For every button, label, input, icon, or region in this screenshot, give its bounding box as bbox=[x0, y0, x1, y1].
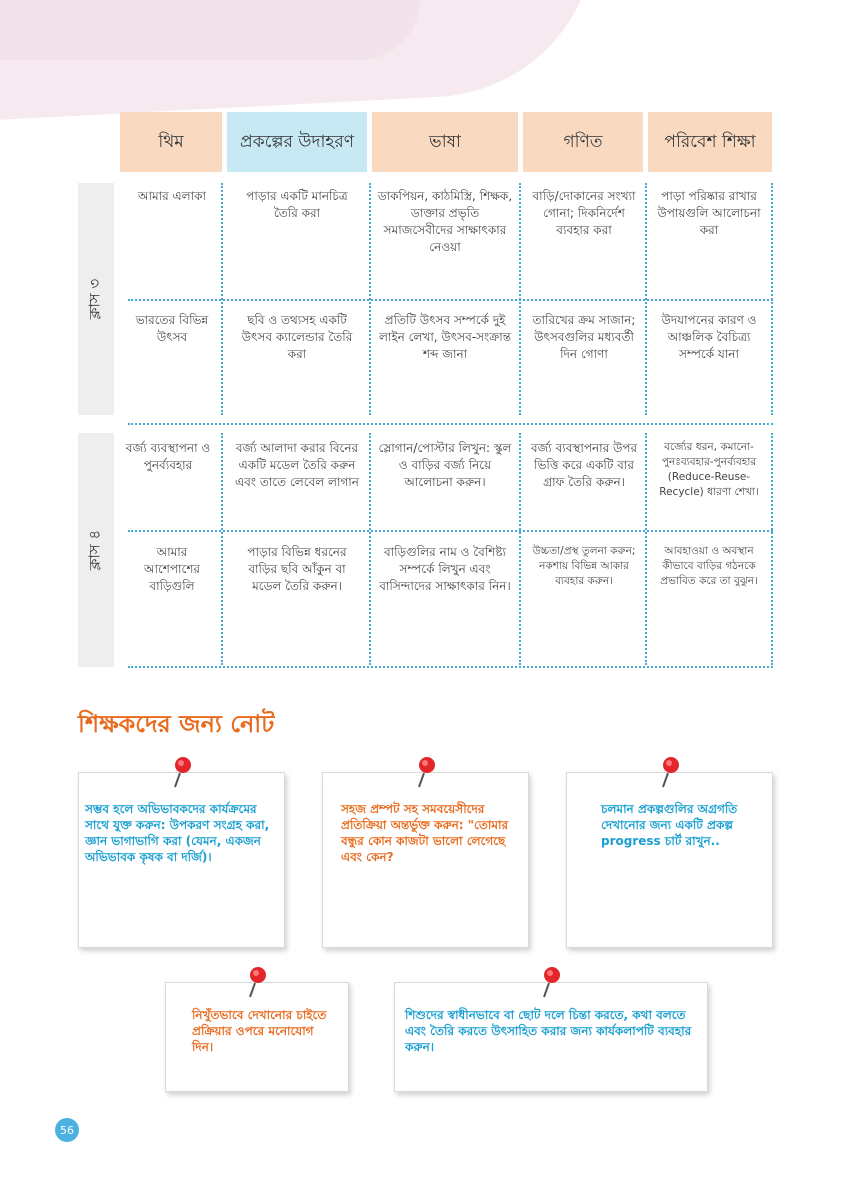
divider bbox=[519, 433, 521, 665]
table-cell: ছবি ও তথ্যসহ একটি উৎসব ক্যালেন্ডার তৈরি করা bbox=[241, 313, 353, 361]
divider bbox=[771, 433, 773, 665]
page-number: 56 bbox=[55, 1118, 79, 1142]
header-env: পরিবেশ শিক্ষা bbox=[648, 112, 772, 172]
header-theme: থিম bbox=[120, 112, 222, 172]
row-divider bbox=[128, 299, 773, 301]
divider bbox=[645, 433, 647, 665]
table-cell: বর্জ্যের ধরন, কমানো-পুনঃব্যবহার-পুনর্ব্যবহার (Reduce-Reuse-Recycle) ধারণা শেখা। bbox=[659, 441, 759, 498]
table-cell: বর্জ্য আলাদা করার বিনের একটি মডেল তৈরি করুন এবং তাতে লেবেল লাগান bbox=[235, 441, 359, 489]
table-cell: ভারতের বিভিন্ন উৎসব bbox=[135, 313, 209, 344]
pushpin-icon bbox=[540, 965, 562, 999]
table-cell: আবহাওয়া ও অবস্থান কীভাবে বাড়ির গঠনকে প্রভাবিত করে তা বুঝুন। bbox=[660, 545, 758, 587]
table-cell: প্রতিটি উৎসব সম্পর্কে দুই লাইন লেখা, উৎসব-সংক্রান্ত শব্দ জানা bbox=[378, 313, 511, 361]
table-cell: ডাকপিয়ন, কাঠমিস্ত্রি, শিক্ষক, ডাক্তার প্রভৃতি সমাজসেবীদের সাক্ষাৎকার নেওয়া bbox=[377, 189, 513, 254]
header-math: গণিত bbox=[523, 112, 643, 172]
table-cell: আমার এলাকা bbox=[138, 189, 206, 203]
notes-title: শিক্ষকদের জন্য নোট bbox=[78, 710, 275, 738]
note-text: সহজ প্রম্পট সহ সমবয়েসীদের প্রতিক্রিয়া অন্তর্ভুক্ত করুন: "তোমার বন্ধুর কোন কাজটা ভালো লেগেছে এবং কেন? bbox=[341, 802, 509, 864]
table-cell: বর্জ্য ব্যবস্থাপনার উপর ভিত্তি করে একটি বার গ্রাফ তৈরি করুন। bbox=[530, 441, 638, 489]
note-text: সম্ভব হলে অভিভাবকদের কার্যক্রমের সাথে যুক্ত করুন: উপকরণ সংগ্রহ করা, জ্ঞান ভাগাভাগি করা (যেমন, একজন অভিভাবক কৃষক বা দর্জি)। bbox=[85, 802, 270, 864]
table-cell: উচ্চতা/প্রস্থ তুলনা করুন; নকশায় বিভিন্ন আকার ব্যবহার করুন। bbox=[532, 545, 636, 587]
divider bbox=[221, 433, 223, 665]
note-card bbox=[566, 772, 773, 948]
class4-side-label: ক্লাস ৪ bbox=[78, 433, 114, 667]
note-card bbox=[394, 982, 708, 1092]
note-card bbox=[165, 982, 349, 1092]
table-cell: বাড়িগুলির নাম ও বৈশিষ্ট্য সম্পর্কে লিখুন এবং বাসিন্দাদের সাক্ষাৎকার নিন। bbox=[379, 545, 511, 593]
pushpin-icon bbox=[659, 755, 681, 789]
class3-side-label: ক্লাস ৩ bbox=[78, 183, 114, 415]
table-cell: তারিখের ক্রম সাজান; উৎসবগুলির মধ্যবর্তী দিন গোণা bbox=[532, 313, 636, 361]
row-divider bbox=[128, 423, 773, 425]
header-decoration-2 bbox=[0, 0, 420, 60]
table-cell: আমার আশেপাশের বাড়িগুলি bbox=[143, 545, 201, 593]
table-cell: স্লোগান/পোস্টার লিখুন: স্কুল ও বাড়ির বর্জ্য নিয়ে আলোচনা করুন। bbox=[378, 441, 512, 489]
row-divider bbox=[128, 666, 773, 668]
table-cell: উদযাপনের কারণ ও আঞ্চলিক বৈচিত্র্য সম্পর্কে যানা bbox=[661, 313, 757, 361]
table-cell: পাড়া পরিষ্কার রাখার উপায়গুলি আলোচনা করা bbox=[657, 189, 761, 237]
note-text: নিখুঁতভাবে দেখানোর চাইতে প্রক্রিয়ার ওপরে মনোযোগ দিন। bbox=[192, 1008, 327, 1054]
header-language: ভাষা bbox=[372, 112, 518, 172]
table-cell: বর্জ্য ব্যবস্থাপনা ও পুনর্ব্যবহার bbox=[125, 441, 211, 472]
table-cell: পাড়ার বিভিন্ন ধরনের বাড়ির ছবি আঁকুন বা মডেল তৈরি করুন। bbox=[247, 545, 347, 593]
note-text: চলমান প্রকল্পগুলির অগ্রগতি দেখানোর জন্য একটি প্রকল্প progress চার্ট রাখুন.. bbox=[601, 802, 738, 848]
note-text: শিশুদের স্বাধীনভাবে বা ছোট দলে চিন্তা করতে, কথা বলতে এবং তৈরি করতে উৎসাহিত করার জন্য কার্যকলাপটি ব্যবহার করুন। bbox=[405, 1008, 692, 1054]
pushpin-icon bbox=[415, 755, 437, 789]
pushpin-icon bbox=[246, 965, 268, 999]
table-cell: পাড়ার একটি মানচিত্র তৈরি করা bbox=[246, 189, 348, 220]
note-card bbox=[78, 772, 285, 948]
table-cell: বাড়ি/দোকানের সংখ্যা গোনা; দিকনির্দেশ ব্যবহার করা bbox=[532, 189, 636, 237]
row-divider bbox=[128, 530, 773, 532]
note-card bbox=[322, 772, 529, 948]
header-project-example: প্রকল্পের উদাহরণ bbox=[227, 112, 367, 172]
pushpin-icon bbox=[171, 755, 193, 789]
divider bbox=[369, 433, 371, 665]
